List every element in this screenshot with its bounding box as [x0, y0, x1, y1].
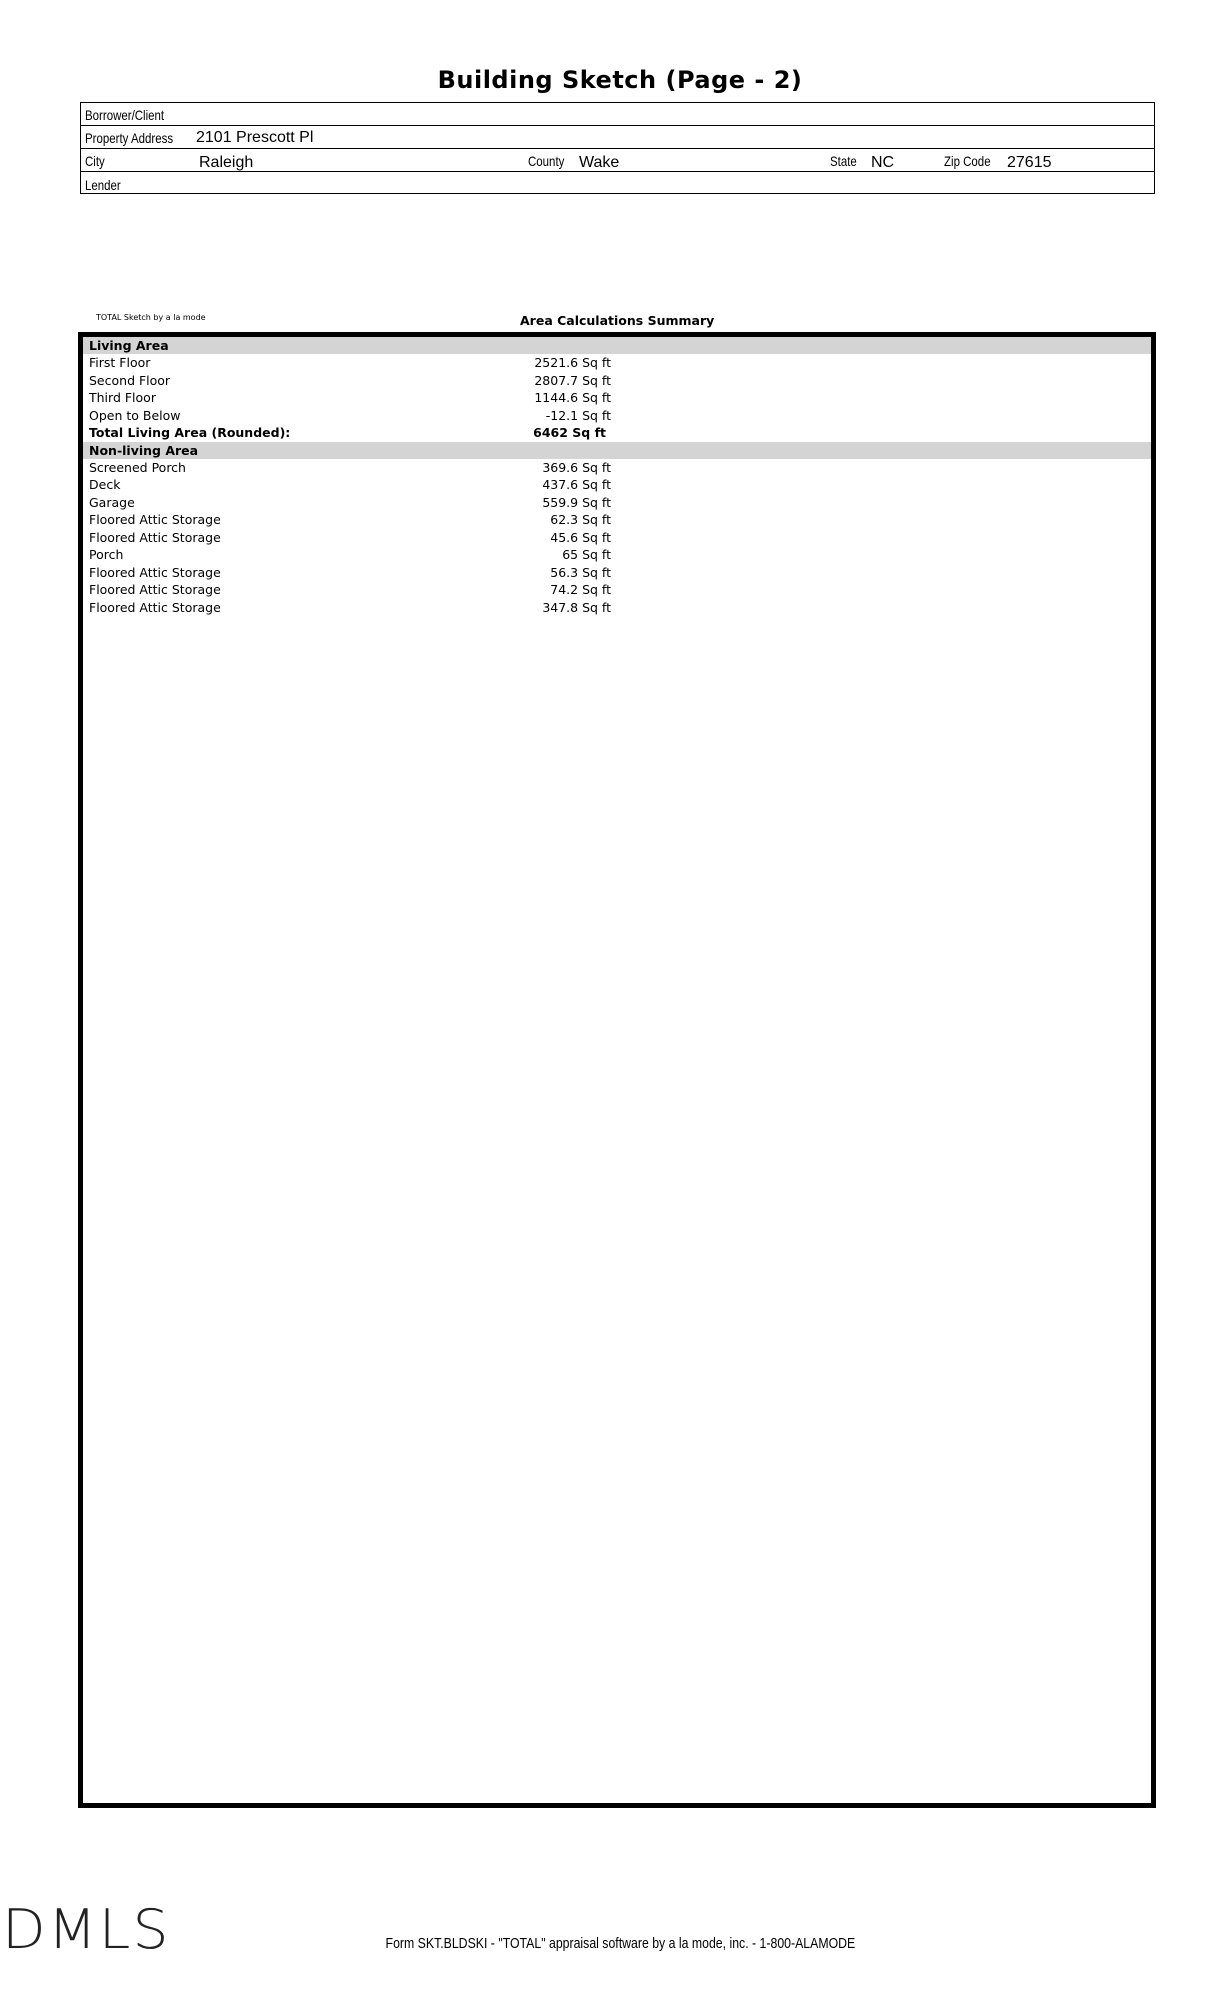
area-value: 65 Sq ft	[562, 547, 611, 562]
area-row	[83, 459, 1151, 477]
city-label: City	[85, 153, 105, 169]
total-living-label: Total Living Area (Rounded):	[89, 425, 291, 440]
area-name: Screened Porch	[89, 459, 186, 475]
area-value: 62.3 Sq ft	[550, 512, 611, 527]
form-footer	[0, 1935, 1214, 1952]
area-value: 559.9 Sq ft	[542, 494, 611, 510]
zip-label: Zip Code	[944, 153, 991, 169]
area-row	[83, 354, 1151, 372]
lender-label: Lender	[85, 177, 121, 193]
area-name: Second Floor	[89, 372, 171, 388]
living-area-heading: Living Area	[83, 337, 1151, 354]
area-value: -12.1 Sq ft	[545, 407, 611, 423]
area-value: 437.6 Sq ft	[542, 477, 611, 492]
area-row	[83, 372, 1151, 390]
summary-title: Area Calculations Summary	[520, 313, 715, 328]
sketch-brand: TOTAL Sketch by a la mode	[96, 313, 206, 322]
area-row	[83, 599, 1151, 617]
total-living-value: 6462 Sq ft	[533, 425, 606, 440]
area-name: Floored Attic Storage	[89, 564, 221, 580]
area-value: 347.8 Sq ft	[542, 599, 611, 615]
area-row	[83, 389, 1151, 407]
dmls-watermark-logo: DMLS	[1, 1898, 171, 1961]
area-name: Open to Below	[89, 407, 181, 423]
area-row	[83, 476, 1151, 494]
county-value: Wake	[579, 154, 620, 171]
state-value: NC	[871, 154, 895, 171]
area-value: 1144.6 Sq ft	[534, 390, 611, 405]
area-name: Porch	[89, 547, 124, 562]
location-row	[81, 149, 1154, 172]
area-name: Third Floor	[89, 390, 156, 405]
area-row	[83, 494, 1151, 512]
zip-value: 27615	[1007, 154, 1052, 171]
area-row	[83, 529, 1151, 547]
area-name: Floored Attic Storage	[89, 599, 221, 615]
area-row	[83, 546, 1151, 564]
area-value: 45.6 Sq ft	[550, 529, 611, 545]
area-name: Floored Attic Storage	[89, 582, 221, 597]
address-row	[81, 126, 1154, 149]
property-header-table	[80, 102, 1155, 194]
area-value: 74.2 Sq ft	[550, 582, 611, 597]
city-value: Raleigh	[199, 154, 254, 171]
county-label: County	[528, 153, 565, 169]
sketch-frame	[78, 332, 1156, 1808]
page-title: Building Sketch (Page - 2)	[437, 66, 803, 94]
address-label: Property Address	[85, 130, 174, 146]
area-row	[83, 564, 1151, 582]
area-row	[83, 511, 1151, 529]
total-living-row	[83, 424, 1151, 442]
borrower-row	[81, 103, 1154, 126]
area-calculations	[83, 337, 1151, 616]
area-name: Garage	[89, 494, 135, 510]
address-value: 2101 Prescott Pl	[196, 129, 314, 146]
area-name: First Floor	[89, 355, 151, 370]
lender-row	[81, 172, 1154, 195]
area-name: Floored Attic Storage	[89, 512, 221, 527]
state-label: State	[830, 153, 857, 169]
non-living-area-heading: Non-living Area	[83, 442, 1151, 459]
area-name: Floored Attic Storage	[89, 529, 221, 545]
area-value: 56.3 Sq ft	[550, 564, 611, 580]
area-value: 2521.6 Sq ft	[534, 355, 611, 370]
area-row	[83, 581, 1151, 599]
area-name: Deck	[89, 477, 121, 492]
area-value: 369.6 Sq ft	[542, 459, 611, 475]
area-row	[83, 407, 1151, 425]
area-value: 2807.7 Sq ft	[534, 372, 611, 388]
footer-text: Form SKT.BLDSKI - "TOTAL" appraisal software by a la mode, inc. - 1-800-ALAMODE	[385, 1935, 855, 1952]
borrower-label: Borrower/Client	[85, 107, 165, 123]
